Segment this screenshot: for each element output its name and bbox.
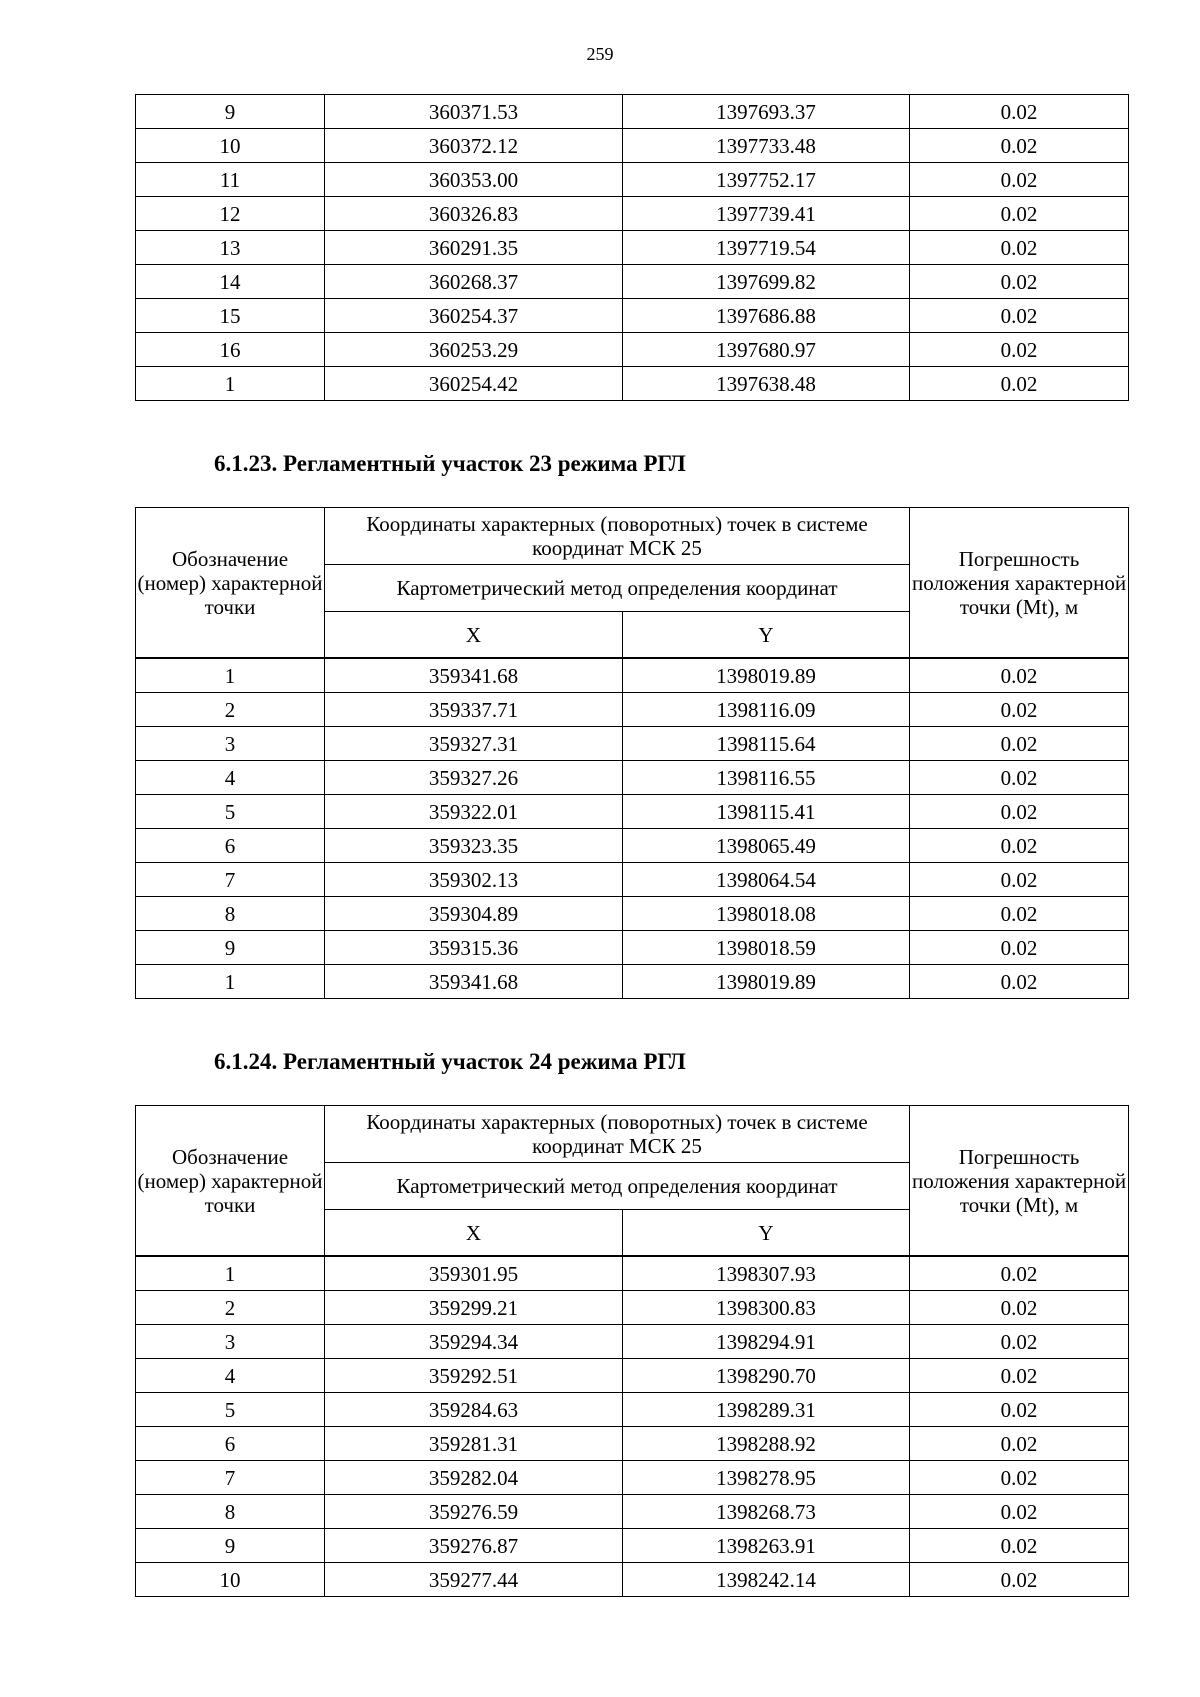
error-cell: 0.02 bbox=[910, 95, 1129, 129]
y-coordinate-cell: 1397686.88 bbox=[623, 299, 910, 333]
point-number-cell: 2 bbox=[136, 1291, 325, 1325]
table-row bbox=[136, 1461, 1129, 1495]
x-coordinate-cell: 359337.71 bbox=[325, 693, 623, 727]
point-number-cell: 2 bbox=[136, 693, 325, 727]
error-cell: 0.02 bbox=[910, 197, 1129, 231]
x-coordinate-cell: 359302.13 bbox=[325, 863, 623, 897]
point-number-cell: 4 bbox=[136, 761, 325, 795]
x-coordinate-cell: 359327.26 bbox=[325, 761, 623, 795]
x-coordinate-cell: 359301.95 bbox=[325, 1256, 623, 1291]
section-heading-23: 6.1.23. Регламентный участок 23 режима РГЛ bbox=[214, 451, 686, 476]
error-cell: 0.02 bbox=[910, 367, 1129, 401]
x-coordinate-cell: 359281.31 bbox=[325, 1427, 623, 1461]
table-body-24 bbox=[136, 1256, 1129, 1597]
y-coordinate-cell: 1397693.37 bbox=[623, 95, 910, 129]
error-cell: 0.02 bbox=[910, 658, 1129, 693]
error-cell: 0.02 bbox=[910, 693, 1129, 727]
point-number-cell: 11 bbox=[136, 163, 325, 197]
point-column-header: Обозначение (номер) характерной точки bbox=[136, 508, 325, 659]
page-number: 259 bbox=[586, 44, 614, 64]
point-number-cell: 1 bbox=[136, 658, 325, 693]
table-row bbox=[136, 1325, 1129, 1359]
y-coordinate-cell: 1398289.31 bbox=[623, 1393, 910, 1427]
x-column-header: X bbox=[325, 1210, 623, 1257]
y-coordinate-cell: 1398307.93 bbox=[623, 1256, 910, 1291]
x-coordinate-cell: 360372.12 bbox=[325, 129, 623, 163]
x-coordinate-cell: 359292.51 bbox=[325, 1359, 623, 1393]
x-coordinate-cell: 360371.53 bbox=[325, 95, 623, 129]
y-coordinate-cell: 1398064.54 bbox=[623, 863, 910, 897]
point-number-cell: 9 bbox=[136, 95, 325, 129]
error-cell: 0.02 bbox=[910, 965, 1129, 999]
x-coordinate-cell: 359322.01 bbox=[325, 795, 623, 829]
coordinates-table-23 bbox=[135, 507, 1129, 999]
error-cell: 0.02 bbox=[910, 795, 1129, 829]
table-row bbox=[136, 1495, 1129, 1529]
method-header: Картометрический метод определения координат bbox=[325, 565, 910, 612]
y-column-header: Y bbox=[623, 1210, 910, 1257]
table-body-23 bbox=[136, 658, 1129, 999]
y-coordinate-cell: 1398065.49 bbox=[623, 829, 910, 863]
x-coordinate-cell: 359276.59 bbox=[325, 1495, 623, 1529]
x-coordinate-cell: 359323.35 bbox=[325, 829, 623, 863]
error-cell: 0.02 bbox=[910, 897, 1129, 931]
error-cell: 0.02 bbox=[910, 299, 1129, 333]
point-number-cell: 3 bbox=[136, 1325, 325, 1359]
y-coordinate-cell: 1398290.70 bbox=[623, 1359, 910, 1393]
point-number-cell: 6 bbox=[136, 829, 325, 863]
y-coordinate-cell: 1398116.55 bbox=[623, 761, 910, 795]
error-cell: 0.02 bbox=[910, 265, 1129, 299]
table-row bbox=[136, 265, 1129, 299]
y-coordinate-cell: 1398116.09 bbox=[623, 693, 910, 727]
point-number-cell: 8 bbox=[136, 1495, 325, 1529]
error-cell: 0.02 bbox=[910, 1461, 1129, 1495]
table-row bbox=[136, 727, 1129, 761]
x-coordinate-cell: 360326.83 bbox=[325, 197, 623, 231]
error-cell: 0.02 bbox=[910, 1291, 1129, 1325]
point-number-cell: 6 bbox=[136, 1427, 325, 1461]
y-coordinate-cell: 1398288.92 bbox=[623, 1427, 910, 1461]
point-number-cell: 8 bbox=[136, 897, 325, 931]
point-number-cell: 1 bbox=[136, 1256, 325, 1291]
y-coordinate-cell: 1397699.82 bbox=[623, 265, 910, 299]
point-number-cell: 5 bbox=[136, 1393, 325, 1427]
table-row bbox=[136, 897, 1129, 931]
point-number-cell: 1 bbox=[136, 965, 325, 999]
x-coordinate-cell: 360291.35 bbox=[325, 231, 623, 265]
error-cell: 0.02 bbox=[910, 1563, 1129, 1597]
point-number-cell: 14 bbox=[136, 265, 325, 299]
x-coordinate-cell: 359284.63 bbox=[325, 1393, 623, 1427]
table-row bbox=[136, 795, 1129, 829]
coordinates-table-24 bbox=[135, 1105, 1129, 1597]
x-coordinate-cell: 359327.31 bbox=[325, 727, 623, 761]
table-row bbox=[136, 693, 1129, 727]
table-row bbox=[136, 1291, 1129, 1325]
x-coordinate-cell: 360353.00 bbox=[325, 163, 623, 197]
table-row bbox=[136, 1563, 1129, 1597]
coordinates-group-header: Координаты характерных (поворотных) точек в системе координат МСК 25 bbox=[325, 508, 910, 565]
y-coordinate-cell: 1397638.48 bbox=[623, 367, 910, 401]
point-number-cell: 7 bbox=[136, 863, 325, 897]
coordinates-group-header: Координаты характерных (поворотных) точек в системе координат МСК 25 bbox=[325, 1106, 910, 1163]
continuation-table-body bbox=[136, 95, 1129, 401]
point-number-cell: 12 bbox=[136, 197, 325, 231]
y-coordinate-cell: 1398018.59 bbox=[623, 931, 910, 965]
point-number-cell: 9 bbox=[136, 931, 325, 965]
table-row bbox=[136, 761, 1129, 795]
y-coordinate-cell: 1398294.91 bbox=[623, 1325, 910, 1359]
table-row bbox=[136, 299, 1129, 333]
error-cell: 0.02 bbox=[910, 1393, 1129, 1427]
y-coordinate-cell: 1398278.95 bbox=[623, 1461, 910, 1495]
error-column-header: Погрешность положения характерной точки (Mt), м bbox=[910, 508, 1129, 659]
table-row bbox=[136, 1256, 1129, 1291]
error-cell: 0.02 bbox=[910, 163, 1129, 197]
y-coordinate-cell: 1398019.89 bbox=[623, 965, 910, 999]
x-coordinate-cell: 359277.44 bbox=[325, 1563, 623, 1597]
error-cell: 0.02 bbox=[910, 931, 1129, 965]
x-coordinate-cell: 360254.37 bbox=[325, 299, 623, 333]
x-column-header: X bbox=[325, 612, 623, 659]
x-coordinate-cell: 359315.36 bbox=[325, 931, 623, 965]
x-coordinate-cell: 359294.34 bbox=[325, 1325, 623, 1359]
point-number-cell: 9 bbox=[136, 1529, 325, 1563]
y-coordinate-cell: 1398115.41 bbox=[623, 795, 910, 829]
table-row bbox=[136, 965, 1129, 999]
error-cell: 0.02 bbox=[910, 727, 1129, 761]
point-column-header: Обозначение (номер) характерной точки bbox=[136, 1106, 325, 1257]
error-cell: 0.02 bbox=[910, 1529, 1129, 1563]
error-cell: 0.02 bbox=[910, 863, 1129, 897]
table-row bbox=[136, 931, 1129, 965]
table-row bbox=[136, 1529, 1129, 1563]
error-cell: 0.02 bbox=[910, 333, 1129, 367]
point-number-cell: 4 bbox=[136, 1359, 325, 1393]
point-number-cell: 7 bbox=[136, 1461, 325, 1495]
y-coordinate-cell: 1397739.41 bbox=[623, 197, 910, 231]
table-row bbox=[136, 231, 1129, 265]
x-coordinate-cell: 359276.87 bbox=[325, 1529, 623, 1563]
y-column-header: Y bbox=[623, 612, 910, 659]
y-coordinate-cell: 1398242.14 bbox=[623, 1563, 910, 1597]
table-row bbox=[136, 95, 1129, 129]
error-cell: 0.02 bbox=[910, 231, 1129, 265]
x-coordinate-cell: 359341.68 bbox=[325, 965, 623, 999]
y-coordinate-cell: 1398115.64 bbox=[623, 727, 910, 761]
error-cell: 0.02 bbox=[910, 761, 1129, 795]
x-coordinate-cell: 359341.68 bbox=[325, 658, 623, 693]
y-coordinate-cell: 1398268.73 bbox=[623, 1495, 910, 1529]
point-number-cell: 3 bbox=[136, 727, 325, 761]
point-number-cell: 15 bbox=[136, 299, 325, 333]
error-cell: 0.02 bbox=[910, 1359, 1129, 1393]
point-number-cell: 10 bbox=[136, 129, 325, 163]
table-row bbox=[136, 1427, 1129, 1461]
table-row bbox=[136, 1393, 1129, 1427]
table-row bbox=[136, 129, 1129, 163]
y-coordinate-cell: 1397680.97 bbox=[623, 333, 910, 367]
y-coordinate-cell: 1398263.91 bbox=[623, 1529, 910, 1563]
point-number-cell: 10 bbox=[136, 1563, 325, 1597]
x-coordinate-cell: 360253.29 bbox=[325, 333, 623, 367]
y-coordinate-cell: 1397719.54 bbox=[623, 231, 910, 265]
section-heading-24: 6.1.24. Регламентный участок 24 режима РГЛ bbox=[214, 1049, 686, 1074]
y-coordinate-cell: 1398019.89 bbox=[623, 658, 910, 693]
table-row bbox=[136, 333, 1129, 367]
table-row bbox=[136, 863, 1129, 897]
error-cell: 0.02 bbox=[910, 1325, 1129, 1359]
point-number-cell: 13 bbox=[136, 231, 325, 265]
x-coordinate-cell: 360268.37 bbox=[325, 265, 623, 299]
x-coordinate-cell: 360254.42 bbox=[325, 367, 623, 401]
table-row bbox=[136, 197, 1129, 231]
table-row bbox=[136, 829, 1129, 863]
error-cell: 0.02 bbox=[910, 1495, 1129, 1529]
y-coordinate-cell: 1398018.08 bbox=[623, 897, 910, 931]
x-coordinate-cell: 359282.04 bbox=[325, 1461, 623, 1495]
error-cell: 0.02 bbox=[910, 1256, 1129, 1291]
y-coordinate-cell: 1397733.48 bbox=[623, 129, 910, 163]
error-cell: 0.02 bbox=[910, 129, 1129, 163]
point-number-cell: 16 bbox=[136, 333, 325, 367]
error-column-header: Погрешность положения характерной точки (Mt), м bbox=[910, 1106, 1129, 1257]
continuation-coordinates-table bbox=[135, 94, 1129, 401]
x-coordinate-cell: 359304.89 bbox=[325, 897, 623, 931]
point-number-cell: 5 bbox=[136, 795, 325, 829]
method-header: Картометрический метод определения координат bbox=[325, 1163, 910, 1210]
table-row bbox=[136, 658, 1129, 693]
error-cell: 0.02 bbox=[910, 829, 1129, 863]
table-row bbox=[136, 1359, 1129, 1393]
y-coordinate-cell: 1398300.83 bbox=[623, 1291, 910, 1325]
point-number-cell: 1 bbox=[136, 367, 325, 401]
table-row bbox=[136, 367, 1129, 401]
table-row bbox=[136, 163, 1129, 197]
y-coordinate-cell: 1397752.17 bbox=[623, 163, 910, 197]
error-cell: 0.02 bbox=[910, 1427, 1129, 1461]
x-coordinate-cell: 359299.21 bbox=[325, 1291, 623, 1325]
